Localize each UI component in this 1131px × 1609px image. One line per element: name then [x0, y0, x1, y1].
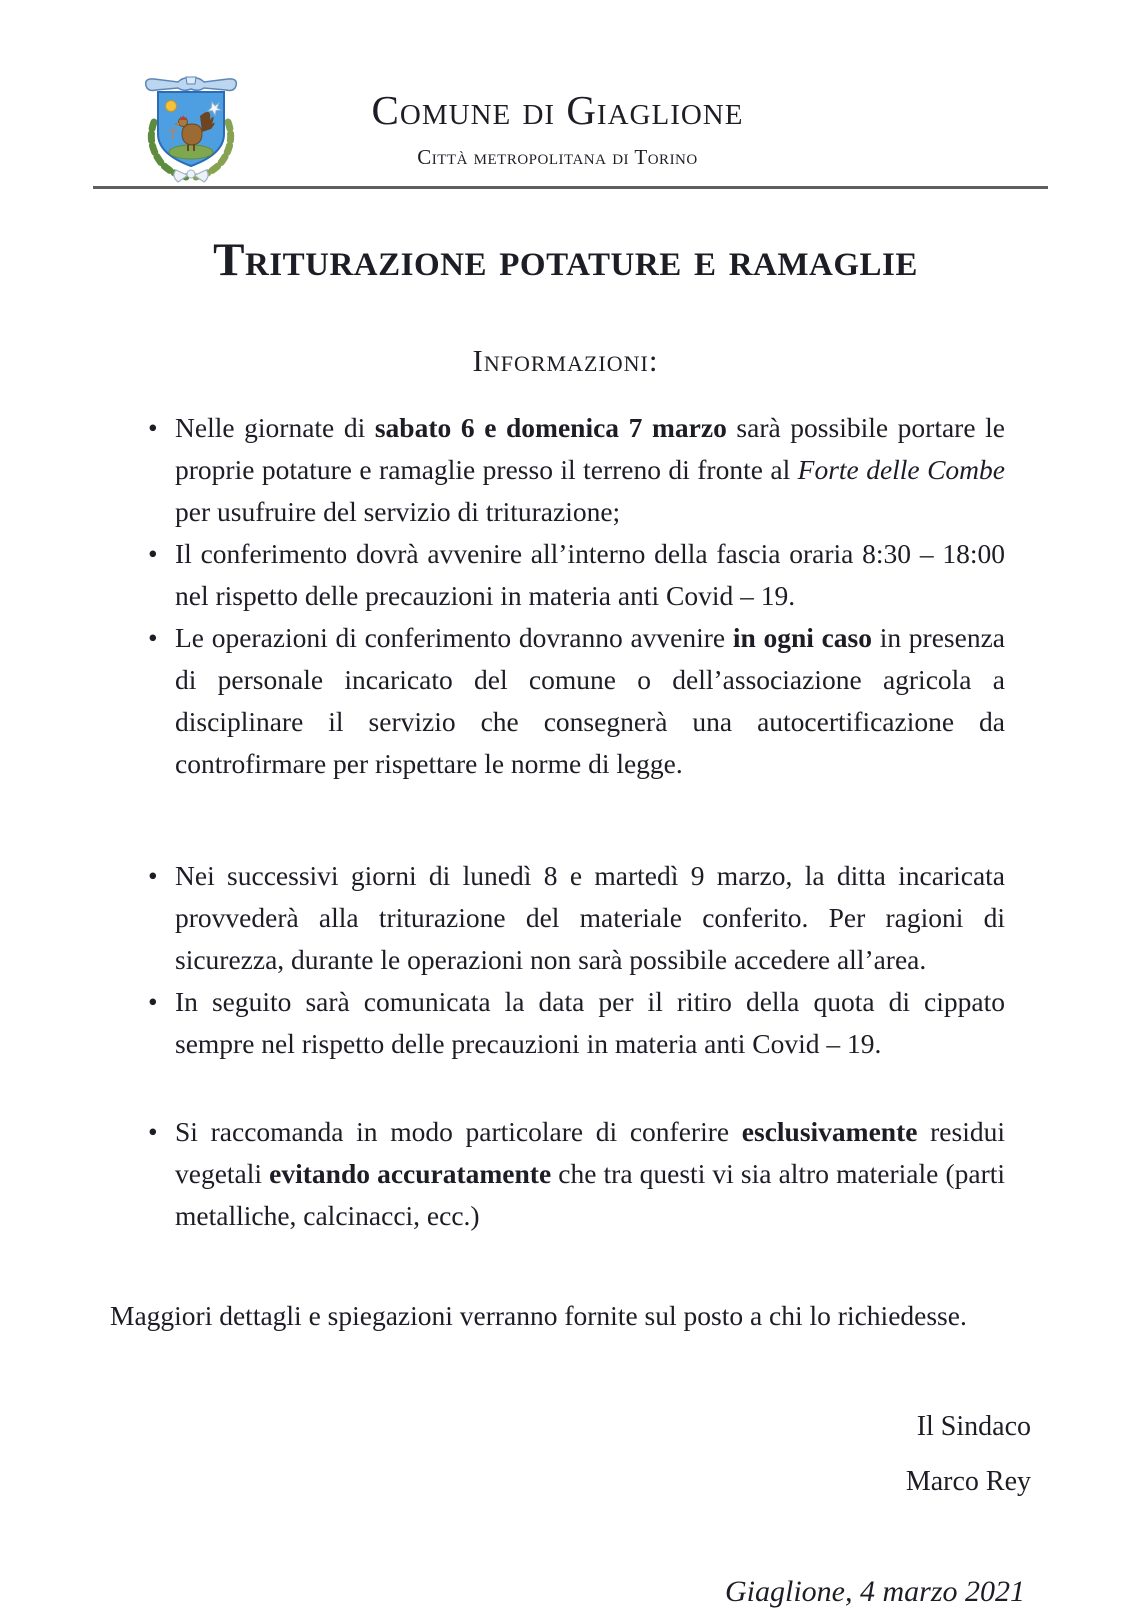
signature-block: [0, 1399, 1031, 1509]
bullet-group-3: [110, 1111, 1005, 1237]
notice-bullet: [110, 855, 1005, 981]
municipal-coat-of-arms-icon: [138, 72, 244, 188]
bullet-dot: •: [148, 1115, 158, 1147]
bullet-dot: •: [148, 859, 158, 891]
municipality-name: Comune di Giaglione: [371, 87, 744, 133]
bullet-text: Il conferimento dovrà avvenire all’interno della fascia oraria 8:30 – 18:00 nel rispetto delle precauzioni in materia anti Covid – 19.: [175, 537, 1005, 611]
bullet-text: Le operazioni di conferimento dovranno avvenire in ogni caso in presenza di personale incaricato del comune o dell’associazione agricola a disciplinare il servizio che consegnerà una autocertificazione da controfirmare per rispettare le norme di legge.: [175, 621, 1005, 779]
section-heading: Informazioni:: [472, 342, 659, 378]
signature-role: Il Sindaco: [916, 1410, 1031, 1442]
bullet-text: In seguito sarà comunicata la data per il ritiro della quota di cippato sempre nel rispetto delle precauzioni in materia anti Covid – 19.: [175, 985, 1005, 1059]
notice-bullet: [110, 533, 1005, 617]
closing-paragraph: Maggiori dettagli e spiegazioni verranno fornite sul posto a chi lo richiedesse.: [110, 1299, 967, 1331]
notice-bullet: [110, 1111, 1005, 1237]
notice-body: [110, 407, 1005, 1337]
bullet-group-2: [110, 855, 1005, 1065]
bullet-dot: •: [148, 411, 158, 443]
notice-bullet: [110, 407, 1005, 533]
notice-bullet: [110, 617, 1005, 785]
bullet-dot: •: [148, 985, 158, 1017]
province-name: Città metropolitana di Torino: [417, 145, 698, 170]
signature-name: Marco Rey: [905, 1465, 1031, 1497]
letterhead-text: [110, 74, 1005, 170]
bullet-text: Nelle giornate di sabato 6 e domenica 7 marzo sarà possibile portare le proprie potature e ramaglie presso il terreno di fronte al Forte delle Combe per usufruire del servizio di triturazione;: [175, 411, 1005, 527]
letterhead: [0, 0, 1131, 189]
place-and-date: Giaglione, 4 marzo 2021: [725, 1574, 1025, 1608]
bullet-text: Nei successivi giorni di lunedì 8 e martedì 9 marzo, la ditta incaricata provvederà alla triturazione del materiale conferito. Per ragioni di sicurezza, durante le operazioni non sarà possibile accedere all’area.: [175, 859, 1005, 975]
bullet-dot: •: [148, 621, 158, 653]
bullet-dot: •: [148, 537, 158, 569]
bullet-group-1: [110, 407, 1005, 785]
bullet-text: Si raccomanda in modo particolare di conferire esclusivamente residui vegetali evitando accuratamente che tra questi vi sia altro materiale (parti metalliche, calcinacci, ecc.): [175, 1115, 1006, 1231]
document-title: Triturazione potature e ramaglie: [213, 234, 918, 287]
notice-bullet: [110, 981, 1005, 1065]
